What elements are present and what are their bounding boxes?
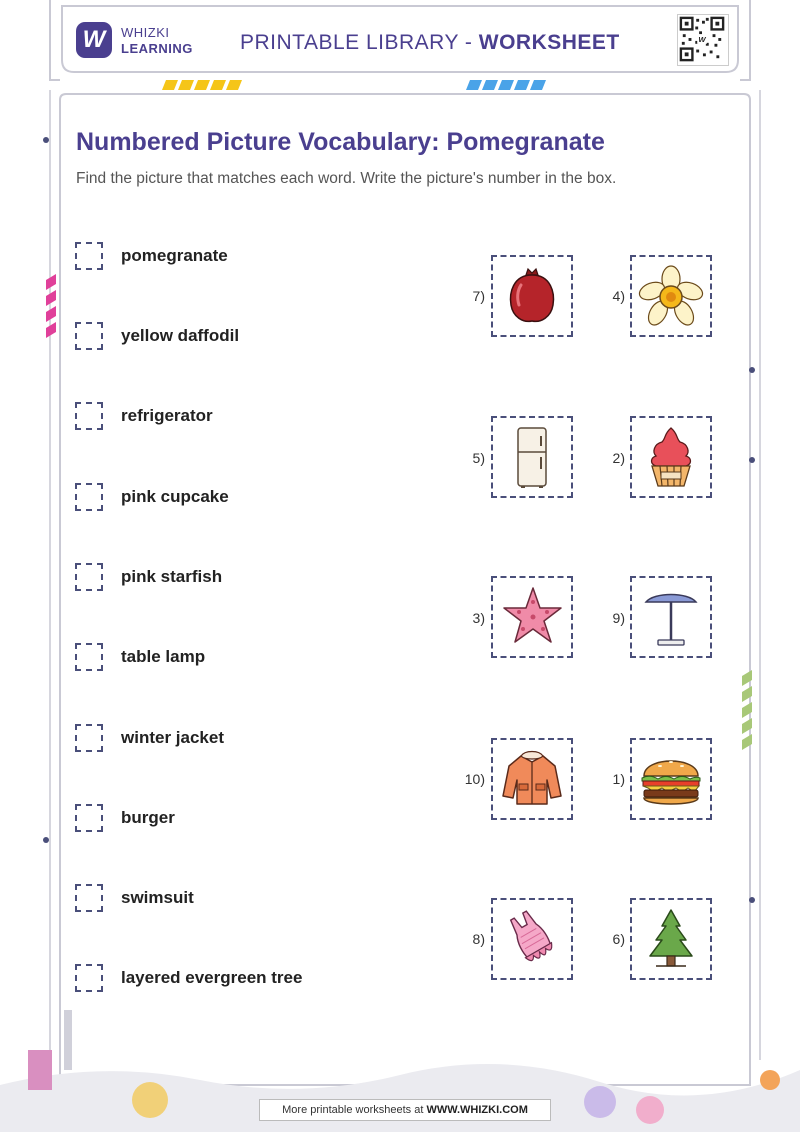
word-label: pink cupcake: [121, 487, 229, 506]
picture-card: [630, 255, 712, 337]
brand-line-2: LEARNING: [121, 41, 193, 56]
word-label: swimsuit: [121, 888, 194, 907]
list-item: [75, 481, 229, 513]
list-item: [75, 240, 228, 272]
picture-number: 4): [612, 288, 625, 304]
list-item: [75, 962, 302, 994]
picture-card: [491, 738, 573, 820]
picture-number: 1): [612, 771, 625, 787]
word-label: pomegranate: [121, 246, 228, 265]
swimsuit-icon: [499, 906, 565, 972]
word-label: layered evergreen tree: [121, 968, 303, 987]
header-title: [240, 31, 620, 55]
answer-box[interactable]: [75, 322, 103, 350]
list-item: [75, 400, 213, 432]
picture-card: [630, 576, 712, 658]
evergreen-tree-icon: [638, 906, 704, 972]
brand-line-1: WHIZKI: [121, 25, 170, 40]
winter-jacket-icon: [499, 746, 565, 812]
starfish-icon: [499, 584, 565, 650]
picture-card: [630, 898, 712, 980]
picture-card: [491, 416, 573, 498]
picture-number: 7): [472, 288, 485, 304]
word-label: burger: [121, 808, 175, 827]
answer-box[interactable]: [75, 643, 103, 671]
header-title-prefix: PRINTABLE LIBRARY -: [240, 31, 479, 54]
answer-box[interactable]: [75, 724, 103, 752]
answer-box[interactable]: [75, 884, 103, 912]
logo-letter: W: [82, 26, 106, 53]
picture-number: 10): [464, 771, 485, 787]
pomegranate-icon: [499, 263, 565, 329]
footer-link[interactable]: [259, 1099, 551, 1121]
burger-icon: [638, 746, 704, 812]
answer-box[interactable]: [75, 804, 103, 832]
word-label: table lamp: [121, 647, 206, 666]
picture-number: 5): [472, 450, 485, 466]
picture-card: [630, 416, 712, 498]
table-lamp-icon: [638, 584, 704, 650]
picture-card: [491, 255, 573, 337]
worksheet-instructions: Find the picture that matches each word. Write the picture's number in the box.: [76, 170, 617, 187]
list-item: [75, 722, 224, 754]
whizki-logo: [76, 22, 112, 58]
picture-card: [630, 738, 712, 820]
qr-code-icon: [677, 14, 729, 66]
word-label: pink starfish: [121, 567, 223, 586]
picture-card: [491, 576, 573, 658]
picture-number: 8): [472, 931, 485, 947]
list-item: [75, 561, 222, 593]
footer-text: More printable worksheets at: [282, 1104, 427, 1116]
list-item: [75, 320, 239, 352]
picture-number: 2): [612, 450, 625, 466]
list-item: [75, 882, 194, 914]
list-item: [75, 802, 175, 834]
header-title-bold: WORKSHEET: [478, 31, 620, 54]
picture-number: 6): [612, 931, 625, 947]
cupcake-icon: [638, 424, 704, 490]
answer-box[interactable]: [75, 402, 103, 430]
answer-box[interactable]: [75, 563, 103, 591]
worksheet-title: Numbered Picture Vocabulary: Pomegranate: [76, 128, 605, 156]
picture-card: [491, 898, 573, 980]
svg-text:W: W: [698, 34, 706, 44]
answer-box[interactable]: [75, 483, 103, 511]
word-label: yellow daffodil: [121, 326, 240, 345]
picture-number: 9): [612, 610, 625, 626]
brand-name: [121, 25, 193, 57]
list-item: [75, 641, 205, 673]
answer-box[interactable]: [75, 964, 103, 992]
refrigerator-icon: [499, 424, 565, 490]
daffodil-icon: [638, 263, 704, 329]
answer-box[interactable]: [75, 242, 103, 270]
picture-number: 3): [472, 610, 485, 626]
word-label: winter jacket: [121, 728, 224, 747]
footer-url: WWW.WHIZKI.COM: [426, 1104, 528, 1116]
word-label: refrigerator: [121, 406, 213, 425]
